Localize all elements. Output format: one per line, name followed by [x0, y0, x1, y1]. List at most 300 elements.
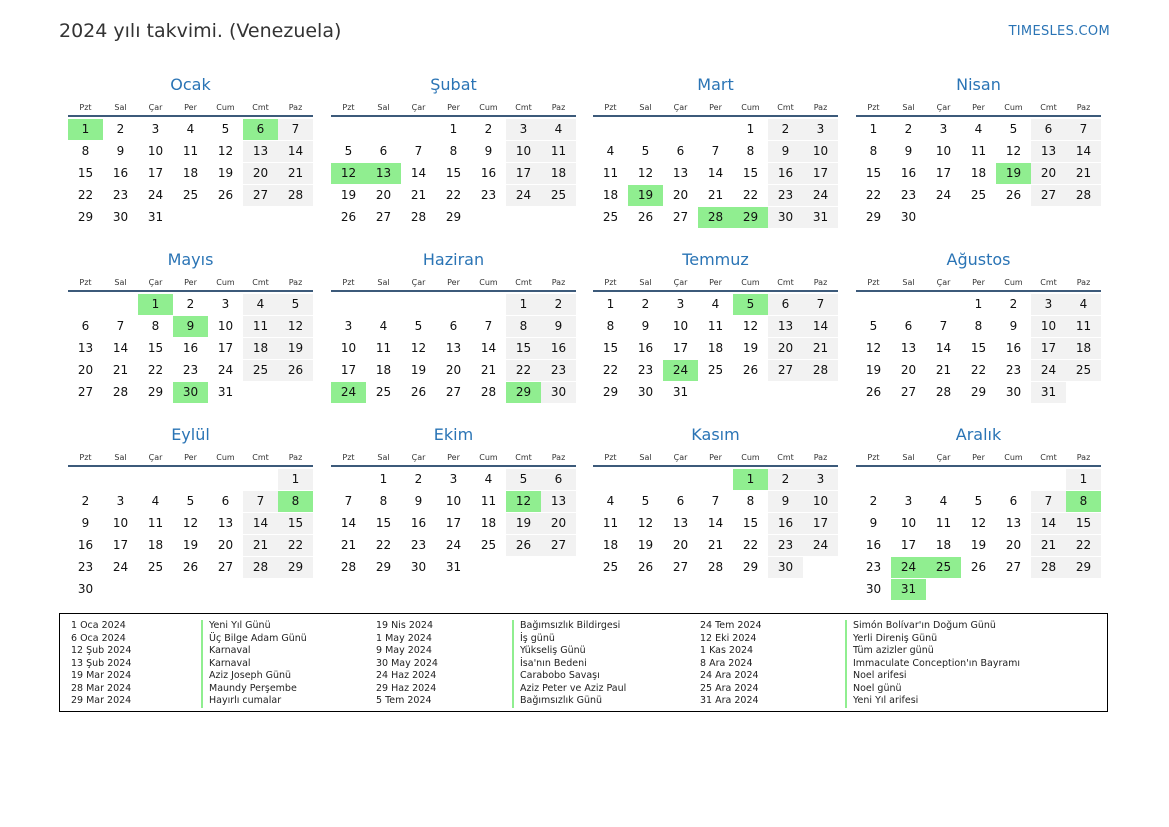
day-cell: 12 [217, 144, 234, 158]
month-8 [856, 249, 1101, 426]
day-cell: 11 [602, 516, 619, 530]
day-cell: 3 [803, 119, 838, 140]
day-cell: 10 [935, 144, 952, 158]
day-cell: 15 [506, 338, 541, 359]
day-grid [856, 294, 1101, 426]
day-cell: 6 [449, 319, 458, 333]
day-cell: 21 [803, 338, 838, 359]
weekday-label: Sal [377, 278, 390, 287]
day-cell: 8 [506, 316, 541, 337]
day-cell: 31 [1031, 382, 1066, 403]
weekday-label: Cum [1004, 103, 1023, 112]
holiday-legend [59, 613, 1108, 712]
day-cell: 23 [768, 185, 803, 206]
day-cell: 19 [182, 538, 199, 552]
holiday-name: İş günü [520, 632, 555, 644]
day-cell: 22 [147, 363, 164, 377]
weekday-label: Per [184, 453, 197, 462]
day-cell: 4 [541, 119, 576, 140]
day-cell: 22 [865, 188, 882, 202]
day-cell: 9 [1009, 319, 1018, 333]
day-cell: 26 [506, 535, 541, 556]
day-cell: 7 [711, 144, 720, 158]
day-cell: 15 [445, 166, 462, 180]
day-cell: 19 [340, 188, 357, 202]
month-3 [593, 74, 838, 251]
day-cell: 7 [803, 294, 838, 315]
day-cell: 24 [935, 188, 952, 202]
weekday-header [593, 451, 838, 467]
day-cell: 6 [768, 294, 803, 315]
day-cell: 30 [768, 557, 803, 578]
month-name: Haziran [422, 250, 485, 269]
weekday-header [856, 276, 1101, 292]
day-cell: 29 [278, 557, 313, 578]
day-cell: 12 [637, 516, 654, 530]
day-cell: 9 [768, 491, 803, 512]
day-cell: 24 [803, 185, 838, 206]
day-cell: 25 [147, 560, 164, 574]
weekday-label: Cmt [515, 453, 532, 462]
day-cell: 15 [77, 166, 94, 180]
day-cell: 14 [707, 516, 724, 530]
weekday-label: Paz [1076, 453, 1091, 462]
day-cell: 17 [147, 166, 164, 180]
day-cell: 16 [410, 516, 427, 530]
weekday-label: Sal [902, 278, 915, 287]
day-cell: 10 [506, 141, 541, 162]
day-cell: 14 [243, 513, 278, 534]
day-cell: 19 [217, 166, 234, 180]
day-cell: 20 [672, 188, 689, 202]
day-cell: 22 [1066, 535, 1101, 556]
day-cell: 5 [641, 144, 650, 158]
day-cell: 7 [243, 491, 278, 512]
day-cell: 17 [900, 538, 917, 552]
day-cell: 7 [278, 119, 313, 140]
day-cell: 20 [77, 363, 94, 377]
day-cell-holiday: 19 [628, 185, 663, 206]
day-cell: 7 [1031, 491, 1066, 512]
day-cell: 7 [344, 494, 353, 508]
day-cell: 2 [186, 297, 195, 311]
day-cell-holiday: 24 [891, 557, 926, 578]
weekday-label: Paz [1076, 103, 1091, 112]
day-cell: 19 [410, 363, 427, 377]
day-cell: 23 [865, 560, 882, 574]
day-cell-holiday: 9 [173, 316, 208, 337]
month-4 [856, 74, 1101, 251]
month-5 [68, 249, 313, 426]
day-cell: 14 [707, 166, 724, 180]
day-cell: 21 [480, 363, 497, 377]
weekday-label: Paz [288, 278, 303, 287]
weekday-label: Pzt [79, 103, 92, 112]
weekday-label: Çar [411, 103, 426, 112]
day-cell: 16 [480, 166, 497, 180]
holiday-date: 9 May 2024 [376, 645, 432, 656]
weekday-label: Çar [936, 103, 951, 112]
day-grid [856, 469, 1101, 601]
weekday-label: Per [709, 103, 722, 112]
day-cell: 20 [1031, 163, 1066, 184]
day-cell: 20 [768, 338, 803, 359]
day-cell: 8 [606, 319, 615, 333]
day-cell: 28 [707, 560, 724, 574]
day-cell: 15 [147, 341, 164, 355]
day-cell: 8 [746, 494, 755, 508]
day-cell: 12 [278, 316, 313, 337]
day-cell: 13 [672, 516, 689, 530]
weekday-label: Cum [479, 278, 498, 287]
day-cell: 17 [217, 341, 234, 355]
day-cell: 17 [672, 341, 689, 355]
day-cell: 13 [77, 341, 94, 355]
day-cell: 5 [641, 494, 650, 508]
month-name: Mart [697, 75, 734, 94]
weekday-label: Paz [288, 453, 303, 462]
day-cell: 16 [77, 538, 94, 552]
holiday-date: 29 Haz 2024 [376, 682, 437, 694]
month-name: Ağustos [946, 250, 1011, 269]
weekday-header [68, 451, 313, 467]
day-cell: 3 [116, 494, 125, 508]
day-cell: 21 [112, 363, 129, 377]
day-cell: 21 [340, 538, 357, 552]
day-grid [68, 119, 313, 251]
holiday-date: 6 Oca 2024 [71, 632, 126, 644]
day-cell: 16 [900, 166, 917, 180]
weekday-header [331, 451, 576, 467]
weekday-label: Cum [479, 453, 498, 462]
weekday-label: Pzt [342, 278, 355, 287]
day-cell: 21 [410, 188, 427, 202]
day-cell: 25 [541, 185, 576, 206]
day-cell: 13 [1031, 141, 1066, 162]
holiday-name: Maundy Perşembe [209, 682, 297, 694]
day-cell: 28 [112, 385, 129, 399]
weekday-label: Pzt [79, 453, 92, 462]
day-cell: 30 [900, 210, 917, 224]
day-cell: 4 [1066, 294, 1101, 315]
day-cell: 20 [541, 513, 576, 534]
weekday-label: Sal [114, 453, 127, 462]
day-cell: 11 [480, 494, 497, 508]
holiday-name: Tüm azizler günü [853, 645, 934, 656]
day-cell: 28 [1031, 557, 1066, 578]
legend-name-column [845, 620, 1020, 708]
day-cell: 9 [81, 516, 90, 530]
day-cell: 3 [151, 122, 160, 136]
holiday-name: Noel günü [853, 682, 902, 694]
day-cell: 28 [243, 557, 278, 578]
weekday-label: Çar [936, 453, 951, 462]
day-cell-holiday: 12 [331, 163, 366, 184]
day-cell: 25 [480, 538, 497, 552]
day-cell: 23 [768, 535, 803, 556]
weekday-label: Cmt [252, 278, 269, 287]
day-cell: 25 [602, 210, 619, 224]
month-name: Ekim [433, 425, 474, 444]
day-cell: 6 [221, 494, 230, 508]
day-cell: 11 [1066, 316, 1101, 337]
day-cell: 6 [541, 469, 576, 490]
day-cell: 13 [672, 166, 689, 180]
weekday-label: Çar [673, 278, 688, 287]
month-name: Kasım [691, 425, 740, 444]
day-cell: 12 [410, 341, 427, 355]
day-cell: 12 [970, 516, 987, 530]
day-cell: 24 [803, 535, 838, 556]
day-cell: 25 [602, 560, 619, 574]
day-cell: 23 [77, 560, 94, 574]
day-cell: 2 [869, 494, 878, 508]
weekday-label: Pzt [867, 453, 880, 462]
weekday-label: Pzt [604, 278, 617, 287]
day-cell: 8 [151, 319, 160, 333]
day-cell: 6 [676, 144, 685, 158]
weekday-label: Paz [813, 278, 828, 287]
day-cell: 13 [445, 341, 462, 355]
day-cell: 12 [637, 166, 654, 180]
day-cell: 30 [768, 207, 803, 228]
day-cell: 18 [935, 538, 952, 552]
holiday-date: 24 Ara 2024 [700, 670, 759, 681]
month-name: Temmuz [682, 250, 749, 269]
day-cell: 2 [414, 472, 423, 486]
weekday-label: Cmt [777, 278, 794, 287]
day-cell: 24 [112, 560, 129, 574]
day-cell-holiday: 19 [996, 163, 1031, 184]
month-7 [593, 249, 838, 426]
day-cell: 20 [1005, 538, 1022, 552]
day-cell: 27 [1031, 185, 1066, 206]
weekday-label: Cmt [1040, 453, 1057, 462]
day-cell: 7 [711, 494, 720, 508]
weekday-label: Per [972, 453, 985, 462]
weekday-label: Cum [741, 103, 760, 112]
day-cell: 1 [278, 469, 313, 490]
day-cell: 29 [147, 385, 164, 399]
month-name: Ocak [170, 75, 211, 94]
day-cell: 5 [869, 319, 878, 333]
day-cell: 10 [803, 491, 838, 512]
day-cell: 3 [939, 122, 948, 136]
weekday-header [331, 101, 576, 117]
day-cell: 6 [379, 144, 388, 158]
day-cell: 15 [375, 516, 392, 530]
day-cell: 14 [340, 516, 357, 530]
day-cell: 29 [970, 385, 987, 399]
day-cell: 26 [410, 385, 427, 399]
day-cell: 22 [506, 360, 541, 381]
weekday-header [68, 101, 313, 117]
day-cell: 11 [182, 144, 199, 158]
day-cell: 21 [278, 163, 313, 184]
day-cell: 6 [81, 319, 90, 333]
day-cell: 1 [974, 297, 983, 311]
weekday-label: Per [447, 453, 460, 462]
day-cell: 15 [865, 166, 882, 180]
day-cell: 18 [602, 538, 619, 552]
weekday-label: Pzt [342, 103, 355, 112]
day-cell: 30 [112, 210, 129, 224]
day-cell: 29 [375, 560, 392, 574]
weekday-label: Per [709, 453, 722, 462]
day-cell: 6 [1009, 494, 1018, 508]
weekday-label: Paz [813, 103, 828, 112]
day-cell: 4 [711, 297, 720, 311]
weekday-label: Pzt [604, 453, 617, 462]
day-cell: 7 [939, 319, 948, 333]
day-cell: 11 [243, 316, 278, 337]
day-cell: 7 [484, 319, 493, 333]
day-cell: 11 [935, 516, 952, 530]
day-cell: 17 [112, 538, 129, 552]
day-cell: 10 [340, 341, 357, 355]
day-grid [331, 294, 576, 426]
weekday-label: Pzt [79, 278, 92, 287]
weekday-label: Per [447, 103, 460, 112]
day-cell: 31 [445, 560, 462, 574]
legend-date-column [71, 620, 131, 708]
day-cell: 28 [803, 360, 838, 381]
weekday-label: Çar [148, 453, 163, 462]
day-cell-holiday: 6 [243, 119, 278, 140]
day-cell: 30 [541, 382, 576, 403]
day-cell: 20 [243, 163, 278, 184]
day-cell: 7 [1066, 119, 1101, 140]
day-cell: 14 [410, 166, 427, 180]
day-cell: 29 [742, 560, 759, 574]
brand-link[interactable]: TIMESLES.COM [1008, 24, 1110, 39]
day-cell: 8 [869, 144, 878, 158]
day-cell: 23 [480, 188, 497, 202]
day-cell: 25 [243, 360, 278, 381]
weekday-label: Paz [551, 453, 566, 462]
day-cell: 13 [768, 316, 803, 337]
day-cell: 19 [742, 341, 759, 355]
day-cell: 2 [81, 494, 90, 508]
weekday-label: Cum [1004, 453, 1023, 462]
day-grid [593, 294, 838, 426]
day-cell-holiday: 1 [733, 469, 768, 490]
day-cell: 2 [116, 122, 125, 136]
day-cell: 4 [606, 144, 615, 158]
day-cell: 25 [1066, 360, 1101, 381]
day-cell: 9 [768, 141, 803, 162]
day-cell: 23 [637, 363, 654, 377]
day-cell: 16 [112, 166, 129, 180]
day-cell: 10 [1031, 316, 1066, 337]
day-cell: 10 [112, 516, 129, 530]
day-cell: 3 [344, 319, 353, 333]
day-cell: 30 [410, 560, 427, 574]
day-cell: 9 [869, 516, 878, 530]
day-cell: 10 [445, 494, 462, 508]
day-cell: 2 [541, 294, 576, 315]
day-cell: 27 [445, 385, 462, 399]
day-cell: 12 [865, 341, 882, 355]
holiday-name: Aziz Peter ve Aziz Paul [520, 682, 627, 694]
day-cell: 2 [768, 119, 803, 140]
day-cell: 18 [243, 338, 278, 359]
day-cell: 1 [1066, 469, 1101, 490]
holiday-name: Karnaval [209, 645, 251, 656]
day-cell: 7 [414, 144, 423, 158]
day-cell: 11 [147, 516, 164, 530]
day-cell: 2 [1009, 297, 1018, 311]
day-cell: 30 [865, 582, 882, 596]
day-cell: 6 [676, 494, 685, 508]
day-cell-holiday: 24 [663, 360, 698, 381]
weekday-header [856, 451, 1101, 467]
day-cell-holiday: 24 [331, 382, 366, 403]
weekday-label: Cmt [1040, 278, 1057, 287]
day-cell: 15 [278, 513, 313, 534]
weekday-label: Cum [479, 103, 498, 112]
weekday-label: Paz [551, 103, 566, 112]
weekday-label: Per [972, 278, 985, 287]
day-cell: 3 [449, 472, 458, 486]
weekday-label: Sal [902, 453, 915, 462]
day-cell: 27 [243, 185, 278, 206]
day-cell: 21 [707, 188, 724, 202]
day-cell: 29 [445, 210, 462, 224]
holiday-name: Aziz Joseph Günü [209, 670, 292, 681]
day-cell: 23 [182, 363, 199, 377]
day-cell: 19 [865, 363, 882, 377]
weekday-label: Çar [673, 453, 688, 462]
day-cell: 29 [77, 210, 94, 224]
day-cell: 4 [243, 294, 278, 315]
holiday-name: Yeni Yıl Günü [209, 620, 271, 631]
day-cell: 15 [970, 341, 987, 355]
day-cell: 5 [186, 494, 195, 508]
weekday-label: Cmt [515, 278, 532, 287]
weekday-label: Cmt [252, 103, 269, 112]
day-cell: 16 [182, 341, 199, 355]
day-cell: 17 [803, 163, 838, 184]
weekday-label: Sal [639, 278, 652, 287]
day-cell: 22 [742, 188, 759, 202]
day-cell: 25 [707, 363, 724, 377]
day-cell: 18 [541, 163, 576, 184]
holiday-name: Hayırlı cumalar [209, 695, 282, 706]
day-cell: 4 [939, 494, 948, 508]
day-cell: 25 [182, 188, 199, 202]
day-cell-holiday: 29 [733, 207, 768, 228]
day-grid [593, 119, 838, 251]
month-name: Şubat [430, 75, 477, 94]
day-cell-holiday: 30 [173, 382, 208, 403]
day-cell: 24 [445, 538, 462, 552]
day-cell: 19 [637, 538, 654, 552]
day-cell: 13 [217, 516, 234, 530]
day-cell: 8 [379, 494, 388, 508]
day-cell: 27 [1005, 560, 1022, 574]
day-cell: 28 [340, 560, 357, 574]
day-cell: 1 [506, 294, 541, 315]
holiday-name: Carabobo Savaşı [520, 670, 600, 681]
day-cell: 16 [1005, 341, 1022, 355]
day-cell-holiday: 5 [733, 294, 768, 315]
holiday-name: Yeni Yıl arifesi [853, 695, 919, 706]
day-cell: 16 [768, 513, 803, 534]
holiday-date: 5 Tem 2024 [376, 695, 432, 706]
day-cell: 4 [484, 472, 493, 486]
day-cell: 4 [974, 122, 983, 136]
